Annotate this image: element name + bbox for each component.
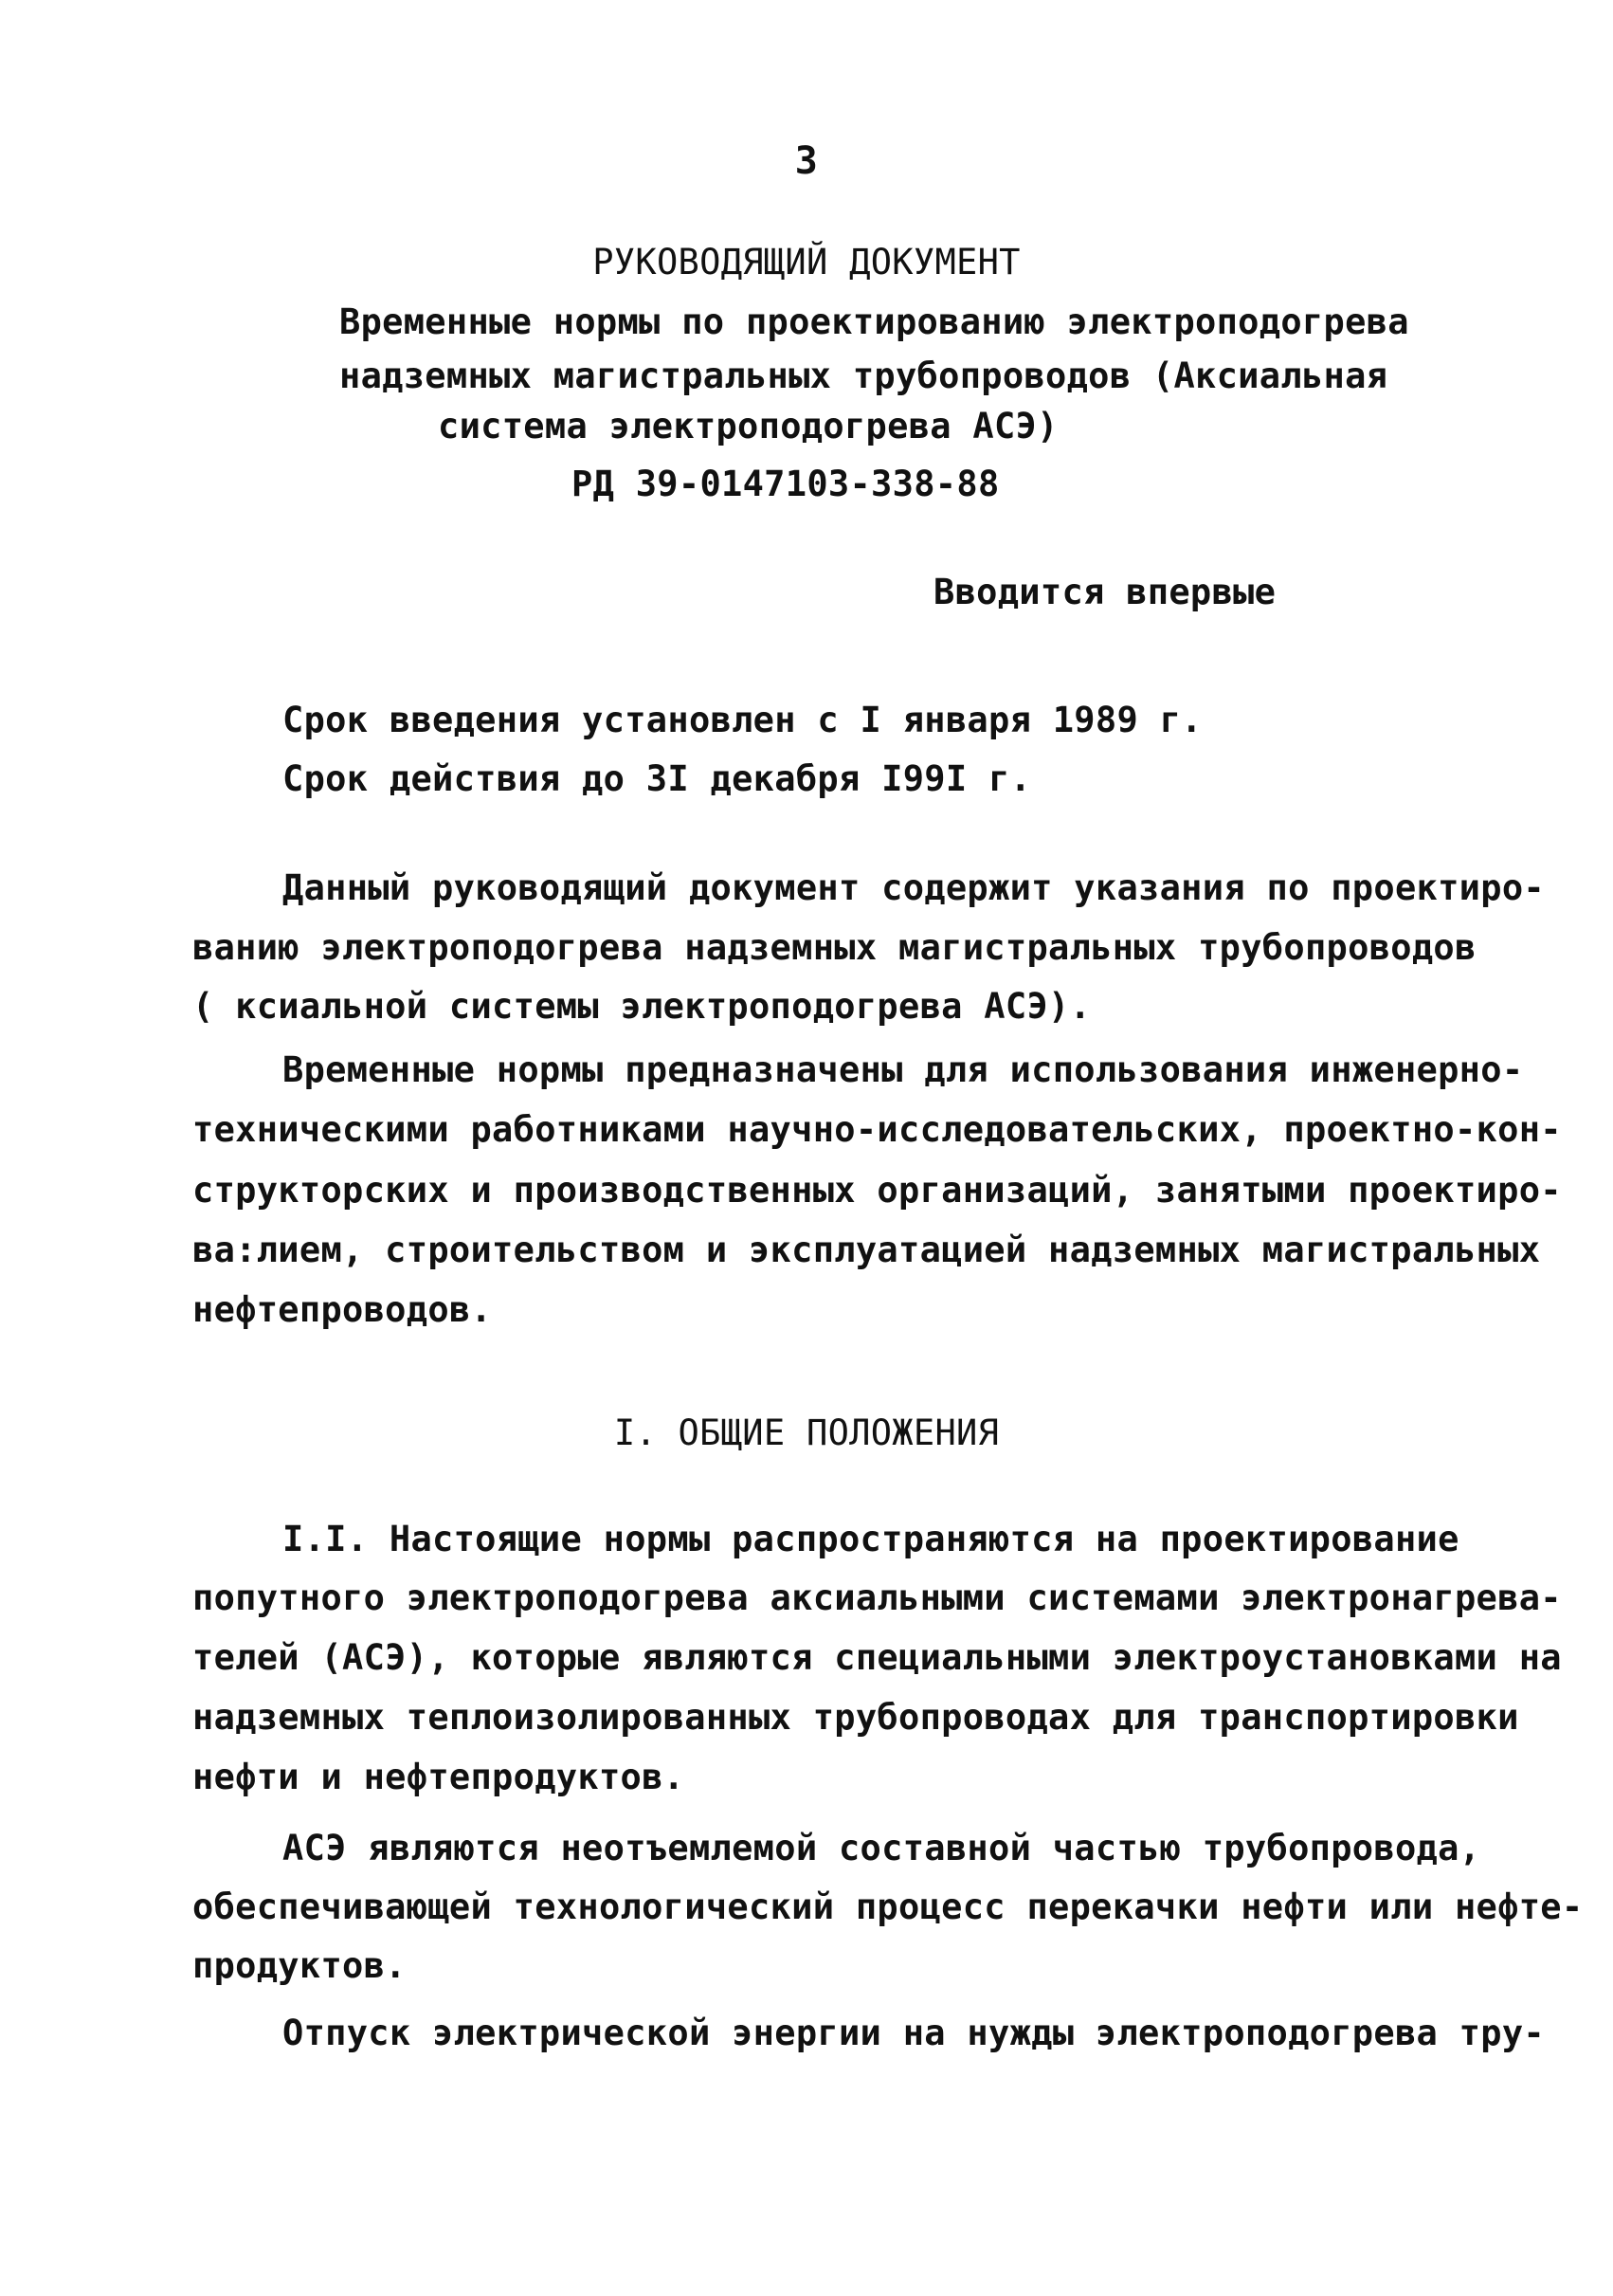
ase-paragraph-line: продуктов.	[192, 1945, 407, 1986]
purpose-paragraph-line: ва:лием, строительством и эксплуатацией надземных магистральных	[192, 1230, 1541, 1270]
purpose-paragraph-line: структорских и производственных организаций, занятыми проектиро-	[192, 1170, 1562, 1211]
ase-paragraph-line: обеспечивающей технологический процесс перекачки нефти или нефте-	[192, 1886, 1584, 1927]
intro-paragraph-line: ванию электроподогрева надземных магистральных трубопроводов	[192, 927, 1477, 968]
clause-1-1-line: надземных теплоизолированных трубопроводах для транспортировки	[192, 1697, 1519, 1738]
purpose-paragraph-line: Временные нормы предназначены для использования инженерно-	[282, 1049, 1524, 1090]
clause-1-1-line: I.I. Настоящие нормы распространяются на проектирование	[282, 1519, 1459, 1559]
intro-paragraph-line: ( ксиальной системы электроподогрева АСЭ).	[192, 986, 1092, 1027]
supply-paragraph-line: Отпуск электрической энергии на нужды электроподогрева тру-	[282, 2013, 1545, 2053]
clause-1-1-line: телей (АСЭ), которые являются специальными электроустановками на	[192, 1637, 1562, 1678]
clause-1-1-line: нефти и нефтепродуктов.	[192, 1757, 685, 1797]
purpose-paragraph-line: нефтепроводов.	[192, 1289, 493, 1330]
ase-paragraph-line: АСЭ являются неотъемлемой составной частью трубопровода,	[282, 1828, 1481, 1868]
document-type: РУКОВОДЯЩИЙ ДОКУМЕНТ	[592, 242, 1021, 282]
clause-1-1-line: попутного электроподогрева аксиальными системами электронагрева-	[192, 1577, 1562, 1618]
section-title: I. ОБЩИЕ ПОЛОЖЕНИЯ	[613, 1412, 1000, 1453]
introduced-note: Вводится впервые	[933, 572, 1277, 612]
title-line-3: система электроподогрева АСЭ)	[438, 406, 1059, 446]
purpose-paragraph-line: техническими работниками научно-исследовательских, проектно-кон-	[192, 1109, 1562, 1150]
document-code: РД 39-0147103-338-88	[571, 464, 1000, 504]
introduction-date: Срок введения установлен с I января 1989 г.	[282, 700, 1203, 740]
validity-date: Срок действия до 3I декабря I99I г.	[282, 758, 1032, 799]
title-line-2: надземных магистральных трубопроводов (Аксиальная	[339, 355, 1388, 396]
intro-paragraph-line: Данный руководящий документ содержит указания по проектиро-	[282, 867, 1545, 908]
page-number: 3	[794, 139, 819, 183]
title-line-1: Временные нормы по проектированию электроподогрева	[339, 301, 1409, 342]
